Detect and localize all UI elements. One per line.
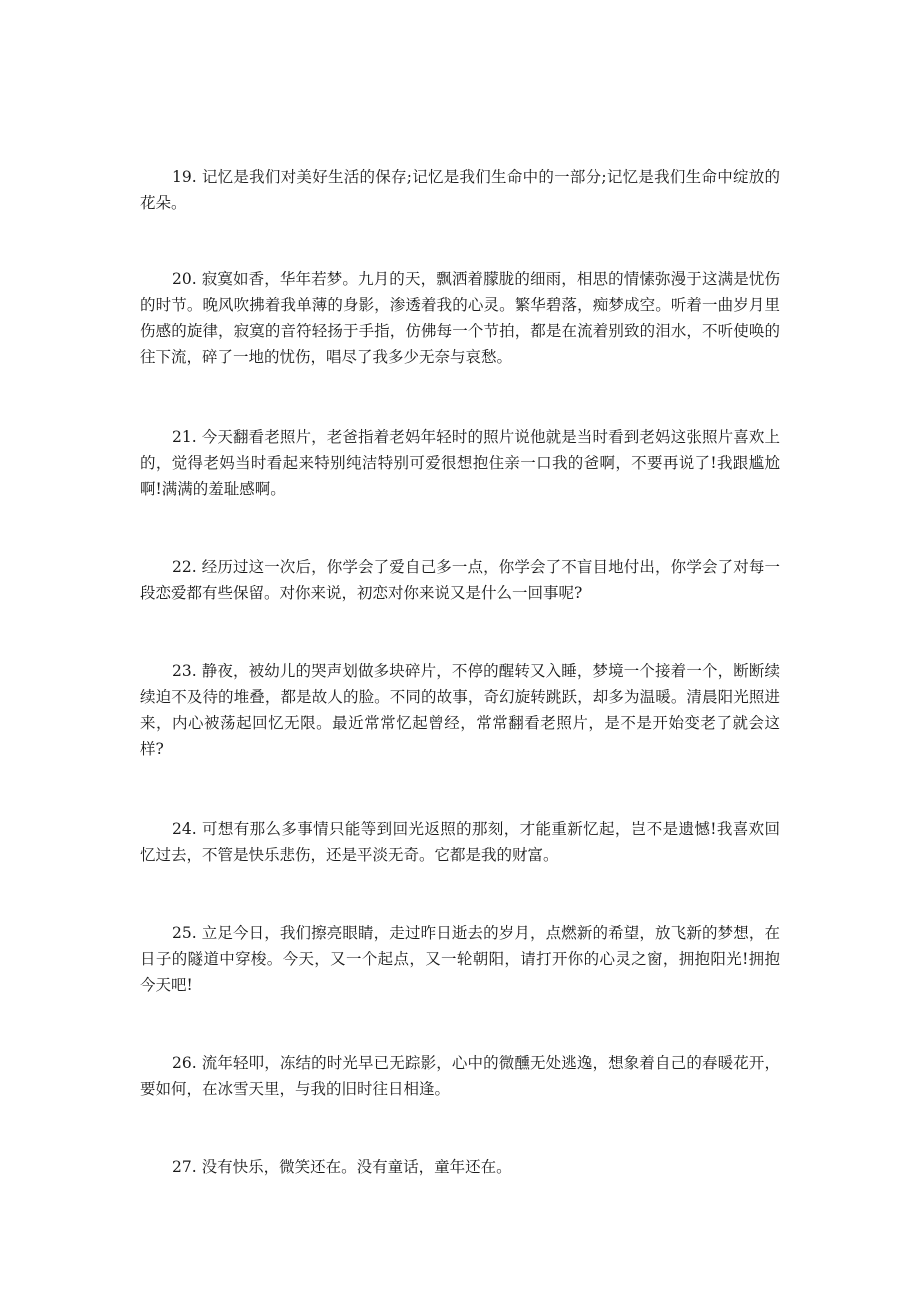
paragraph-number: 25. [172, 924, 197, 942]
paragraph-21 [140, 424, 780, 502]
paragraph-number: 27. [172, 1158, 197, 1176]
paragraph-text: 寂寞如香，华年若梦。九月的天，飘洒着朦胧的细雨，相思的情愫弥漫于这满是忧伤的时节。晚风吹拂着我单薄的身影，渗透着我的心灵。繁华碧落，痴梦成空。听着一曲岁月里伤感的旋律，寂寞的音符轻扬于手指，仿佛每一个节拍，都是在流着别致的泪水，不听使唤的往下流，碎了一地的忧伤，唱尽了我多少无奈与哀愁。 [140, 270, 780, 366]
paragraph-text: 可想有那么多事情只能等到回光返照的那刻，才能重新忆起，岂不是遗憾!我喜欢回忆过去，不管是快乐悲伤，还是平淡无奇。它都是我的财富。 [140, 820, 780, 864]
paragraph-text: 经历过这一次后，你学会了爱自己多一点，你学会了不盲目地付出，你学会了对每一段恋爱都有些保留。对你来说，初恋对你来说又是什么一回事呢? [140, 558, 780, 602]
paragraph-number: 26. [172, 1054, 197, 1072]
paragraph-26 [140, 1050, 780, 1102]
paragraph-number: 19. [172, 168, 197, 186]
paragraph-number: 20. [172, 270, 197, 288]
paragraph-number: 22. [172, 558, 197, 576]
paragraph-20 [140, 266, 780, 370]
paragraph-19 [140, 164, 780, 216]
paragraph-27 [140, 1154, 780, 1180]
paragraph-22 [140, 554, 780, 606]
paragraph-text: 立足今日，我们擦亮眼睛，走过昨日逝去的岁月，点燃新的希望，放飞新的梦想，在日子的隧道中穿梭。今天，又一个起点，又一轮朝阳，请打开你的心灵之窗，拥抱阳光!拥抱今天吧! [140, 924, 780, 994]
paragraph-25 [140, 920, 780, 998]
paragraph-number: 23. [172, 662, 197, 680]
paragraph-text: 静夜，被幼儿的哭声划做多块碎片，不停的醒转又入睡，梦境一个接着一个，断断续续迫不及待的堆叠，都是故人的脸。不同的故事，奇幻旋转跳跃，却多为温暖。清晨阳光照进来，内心被荡起回忆无限。最近常常忆起曾经，常常翻看老照片，是不是开始变老了就会这样? [140, 662, 780, 758]
paragraph-24 [140, 816, 780, 868]
paragraph-number: 24. [172, 820, 197, 838]
paragraph-23 [140, 658, 780, 762]
paragraph-number: 21. [172, 428, 197, 446]
paragraph-text: 流年轻叩，冻结的时光早已无踪影，心中的微醺无处逃逸，想象着自己的春暖花开，要如何，在冰雪天里，与我的旧时往日相逢。 [140, 1054, 780, 1098]
paragraph-text: 今天翻看老照片，老爸指着老妈年轻时的照片说他就是当时看到老妈这张照片喜欢上的，觉得老妈当时看起来特别纯洁特别可爱很想抱住亲一口我的爸啊，不要再说了!我跟尴尬啊!满满的羞耻感啊。 [140, 428, 780, 498]
paragraph-text: 没有快乐，微笑还在。没有童话，童年还在。 [201, 1158, 512, 1176]
paragraph-text: 记忆是我们对美好生活的保存;记忆是我们生命中的一部分;记忆是我们生命中绽放的花朵。 [140, 168, 780, 212]
